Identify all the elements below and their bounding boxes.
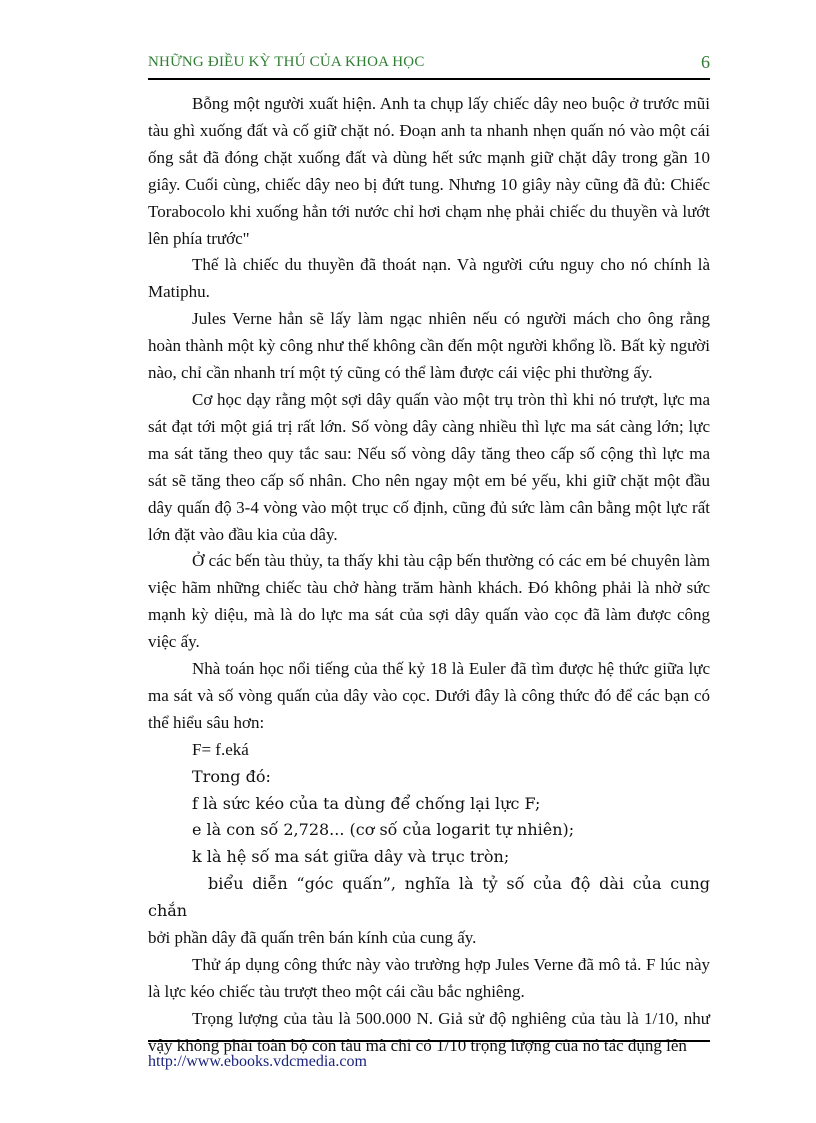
paragraph: Thử áp dụng công thức này vào trường hợp Jules Verne đã mô tả. F lúc này là lực kéo chiếc tàu trượt theo một cái cầu bắc nghiêng. bbox=[148, 955, 710, 1001]
formula-angle-line-rest: bởi phần dây đã quấn trên bán kính của cung ấy. bbox=[148, 928, 477, 948]
footer-divider bbox=[148, 1040, 710, 1042]
paragraph: Trọng lượng của tàu là 500.000 N. Giả sử độ nghiêng của tàu là 1/10, như vậy không phải toàn bộ con tàu mà chỉ có 1/10 trọng lượng của nó tác dụng lên bbox=[148, 1008, 710, 1055]
paragraph: Nhà toán học nổi tiếng của thế kỷ 18 là Euler đã tìm được hệ thức giữa lực ma sát và số vòng quấn của dây vào cọc. Dưới đây là công thức đó để các bạn có thể hiểu sâu hơn: bbox=[148, 659, 710, 732]
formula-definition: f là sức kéo của ta dùng để chống lại lực F; bbox=[192, 793, 541, 813]
page-header bbox=[148, 50, 710, 80]
header-title: NHỮNG ĐIỀU KỲ THÚ CỦA KHOA HỌC bbox=[148, 54, 425, 70]
paragraph: Bỗng một người xuất hiện. Anh ta chụp lấy chiếc dây neo buộc ở trước mũi tàu ghì xuống đất và cố giữ chặt nó. Đoạn anh ta nhanh nhẹn quấn nó vào một cái ống sắt đã đóng chặt xuống đất và dùng hết sức mạnh giữ chặt dây trong gần 10 giây. Cuối cùng, chiếc dây neo bị đứt tung. Nhưng 10 giây này cũng đã đủ: Chiếc Torabocolo khi xuống hẳn tới nước chỉ hơi chạm nhẹ phải chiếc du thuyền và lướt lên phía trước" bbox=[148, 94, 710, 248]
paragraph: Cơ học dạy rằng một sợi dây quấn vào một trụ tròn thì khi nó trượt, lực ma sát đạt tới một giá trị rất lớn. Số vòng dây càng nhiều thì lực ma sát càng lớn; lực ma sát tăng theo quy tắc sau: Nếu số vòng dây tăng theo cấp số cộng thì lực ma sát sẽ tăng theo cấp số nhân. Cho nên ngay một em bé yếu, khi giữ chặt một đầu dây quấn độ 3-4 vòng vào một trục cố định, cũng đủ sức làm cân bằng một lực rất lớn đặt vào đầu kia của dây. bbox=[148, 389, 710, 544]
formula-where-label: Trong đó: bbox=[192, 766, 271, 786]
paragraph: Ở các bến tàu thủy, ta thấy khi tàu cập bến thường có các em bé chuyên làm việc hãm những chiếc tàu chở hàng trăm hành khách. Đó không phải là nhờ sức mạnh kỳ diệu, mà là do lực ma sát của sợi dây quấn vào cọc đã làm được công việc ấy. bbox=[148, 551, 710, 652]
formula-definition: e là con số 2,728... (cơ số của logarit tự nhiên); bbox=[192, 820, 575, 840]
paragraph: Thế là chiếc du thuyền đã thoát nạn. Và người cứu nguy cho nó chính là Matiphu. bbox=[148, 255, 710, 302]
formula-equation: F= f.eká bbox=[192, 739, 249, 759]
paragraph: Jules Verne hẳn sẽ lấy làm ngạc nhiên nếu có người mách cho ông rằng hoàn thành một kỳ công như thế không cần đến một người khổng lồ. Bất kỳ người nào, chỉ cần nhanh trí một tý cũng có thể làm được cái việc phi thường ấy. bbox=[148, 309, 710, 383]
footer-link[interactable]: http://www.ebooks.vdcmedia.com bbox=[148, 1053, 367, 1070]
page-number: 6 bbox=[701, 52, 710, 72]
page-body bbox=[148, 91, 710, 1060]
formula-angle-line: biểu diễn “góc quấn”, nghĩa là tỷ số của độ dài của cung chắn bbox=[148, 874, 710, 921]
formula-definition: k là hệ số ma sát giữa dây và trục tròn; bbox=[192, 847, 510, 867]
